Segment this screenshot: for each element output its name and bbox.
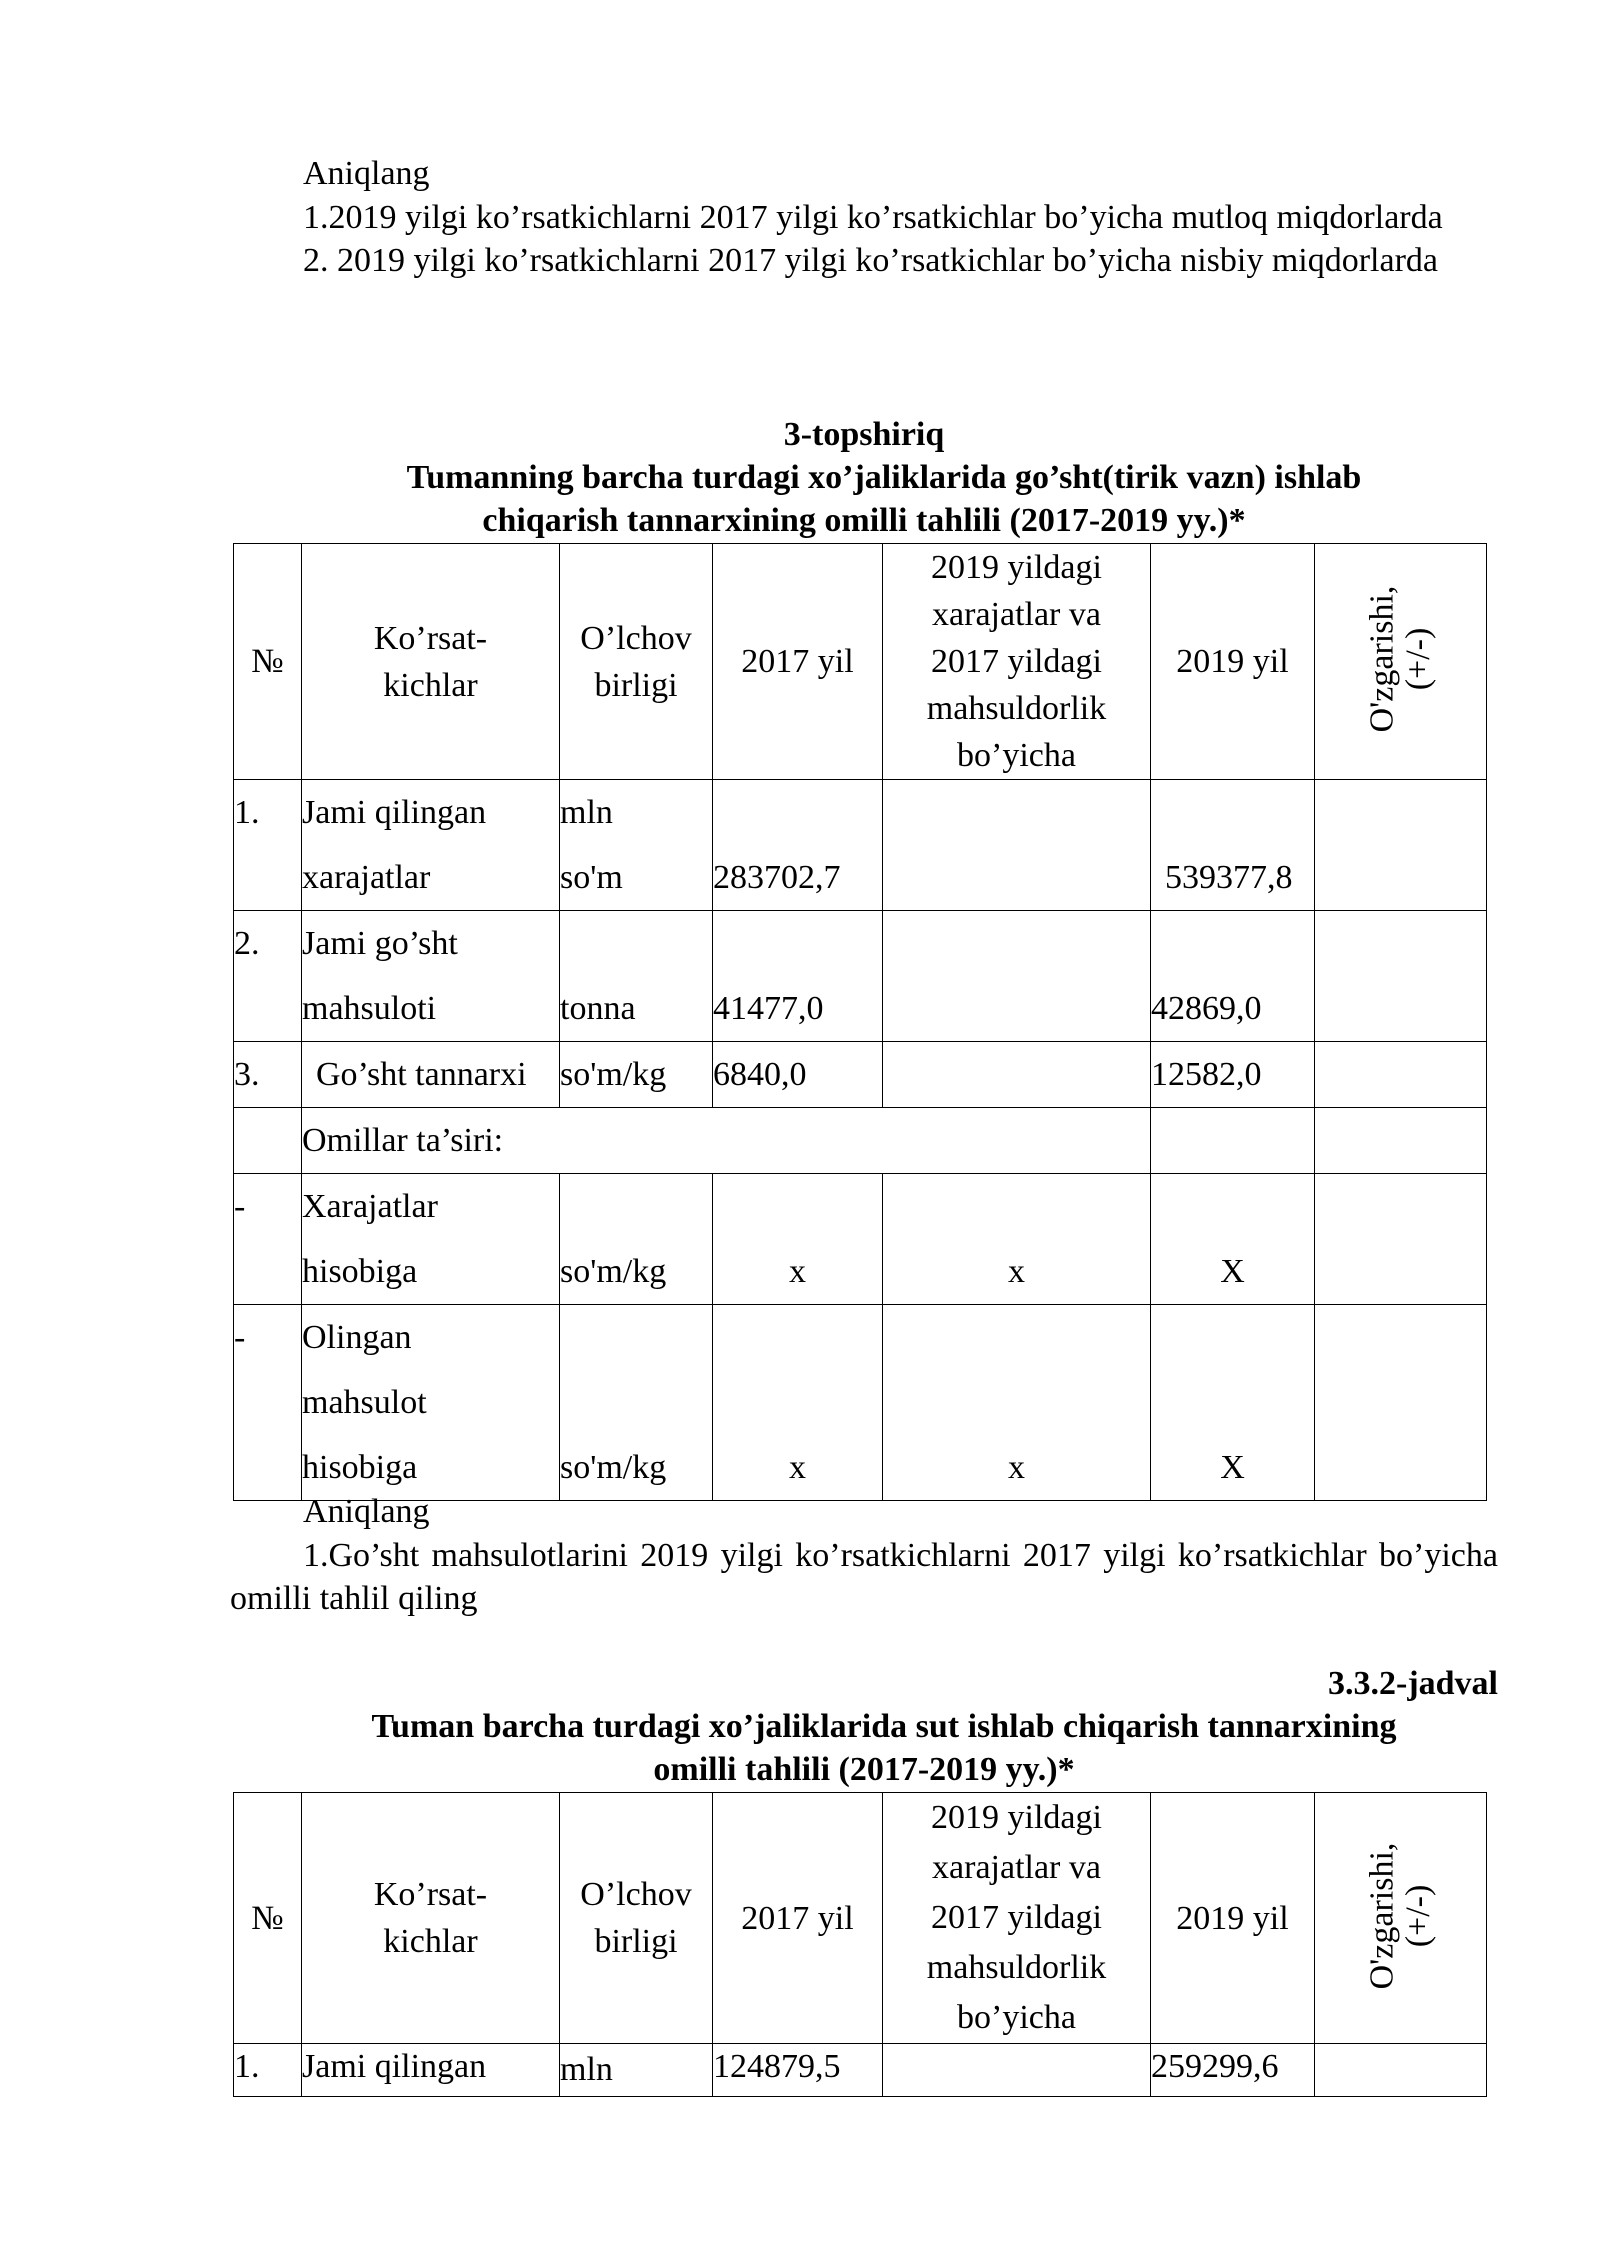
row-value-2017: 41477,0	[713, 911, 883, 1042]
row-change	[1315, 911, 1487, 1042]
row-value-2019: 539377,8	[1151, 780, 1315, 911]
row-unit-l1: mln	[560, 794, 613, 831]
header-indicator	[302, 544, 560, 780]
header-mid	[883, 544, 1151, 780]
table-row	[234, 1305, 1487, 1501]
row-indicator-l1: Jami qilingan	[302, 794, 487, 831]
header-unit-l2: birligi	[594, 1923, 678, 1960]
header-mid-l4: mahsuldorlik	[926, 690, 1107, 727]
intro-item-1: 1.2019 yilgi ko’rsatkichlarni 2017 yilgi ko’rsatkichlar bo’yicha mutloq miqdorlarda	[303, 198, 1443, 236]
row-value-2017: 283702,7	[713, 780, 883, 911]
row-indicator	[302, 1305, 560, 1501]
intro-paragraph	[230, 152, 1498, 283]
table-header-row	[234, 1793, 1487, 2044]
after-paragraph	[230, 1490, 1498, 1621]
header-number: №	[234, 544, 302, 780]
table-header-row	[234, 544, 1487, 780]
row-indicator-l2: xarajatlar	[302, 859, 431, 896]
row-number: -	[234, 1305, 302, 1501]
row-unit	[560, 780, 713, 911]
row-number: 3.	[234, 1042, 302, 1108]
header-mid-l2: xarajatlar va	[932, 596, 1101, 633]
task-title-line2: chiqarish tannarxining omilli tahlili (2017-2019 yy.)*	[482, 502, 1246, 539]
row-factors-label: Omillar ta’siri:	[302, 1108, 1151, 1174]
row-change	[1315, 1108, 1487, 1174]
row-value-mid	[883, 2044, 1151, 2097]
after-aniqlang: Aniqlang	[303, 1493, 430, 1530]
row-change	[1315, 2044, 1487, 2097]
row-indicator: Go’sht tannarxi	[302, 1042, 560, 1108]
header-number: №	[234, 1793, 302, 2044]
task-label: 3-topshiriq	[783, 416, 945, 453]
header-mid-l1: 2019 yildagi	[931, 549, 1102, 586]
row-change	[1315, 780, 1487, 911]
header-indicator-l2: kichlar	[383, 666, 478, 704]
meat-cost-table	[233, 543, 1487, 1501]
row-indicator-l1: Olingan	[302, 1319, 412, 1356]
header-unit-l2: birligi	[594, 666, 678, 704]
header-unit-l1: O’lchov	[580, 1876, 692, 1913]
header-change-l2: (+/-)	[1399, 1884, 1437, 1947]
header-unit-l1: O’lchov	[580, 619, 692, 657]
header-mid-l4: mahsuldorlik	[926, 1949, 1107, 1986]
header-unit	[560, 1793, 713, 2044]
row-value-mid	[883, 1042, 1151, 1108]
row-unit: mln	[560, 2044, 713, 2097]
header-mid-l3: 2017 yildagi	[931, 1899, 1102, 1936]
task-title-line1: Tumanning barcha turdagi xo’jaliklarida go’sht(tirik vazn) ishlab	[406, 459, 1362, 496]
row-number: -	[234, 1174, 302, 1305]
table-row	[234, 1108, 1487, 1174]
header-mid	[883, 1793, 1151, 2044]
row-number	[234, 1108, 302, 1174]
header-indicator-l1: Ko’rsat-	[373, 1876, 488, 1913]
table-row	[234, 1042, 1487, 1108]
row-value-2017: x	[713, 1305, 883, 1501]
row-value-2019: 259299,6	[1151, 2044, 1315, 2097]
row-value-mid	[883, 911, 1151, 1042]
header-indicator	[302, 1793, 560, 2044]
header-change	[1315, 1793, 1487, 2044]
row-unit: tonna	[560, 911, 713, 1042]
row-value-mid: x	[883, 1305, 1151, 1501]
header-mid-l1: 2019 yildagi	[931, 1799, 1102, 1836]
row-change	[1315, 1305, 1487, 1501]
row-unit: so'm/kg	[560, 1174, 713, 1305]
row-number: 1.	[234, 2044, 302, 2097]
row-number: 1.	[234, 780, 302, 911]
row-unit: so'm/kg	[560, 1042, 713, 1108]
row-value-2019	[1151, 1108, 1315, 1174]
table2-title-line2: omilli tahlili (2017-2019 yy.)*	[653, 1751, 1075, 1788]
header-change-text	[1365, 1842, 1437, 1989]
header-indicator-l1: Ko’rsat-	[373, 619, 488, 657]
header-2017: 2017 yil	[713, 544, 883, 780]
row-value-2017: 124879,5	[713, 2044, 883, 2097]
after-item-1: 1.Go’sht mahsulotlarini 2019 yilgi ko’rsatkichlarni 2017 yilgi ko’rsatkichlar bo’yicha omilli tahlil qiling	[230, 1536, 1498, 1617]
row-indicator-l3: hisobiga	[302, 1449, 418, 1486]
header-2017: 2017 yil	[713, 1793, 883, 2044]
header-change-l1: O'zgarishi,	[1363, 1842, 1401, 1989]
row-value-2019: 12582,0	[1151, 1042, 1315, 1108]
header-change-text	[1365, 586, 1437, 733]
row-change	[1315, 1174, 1487, 1305]
row-indicator-l1: Xarajatlar	[302, 1188, 438, 1225]
header-mid-l5: bo’yicha	[957, 1999, 1076, 2036]
table2-label: 3.3.2-jadval	[1328, 1665, 1498, 1702]
header-2019: 2019 yil	[1151, 544, 1315, 780]
table-row	[234, 1174, 1487, 1305]
row-value-2019: 42869,0	[1151, 911, 1315, 1042]
row-number: 2.	[234, 911, 302, 1042]
row-indicator-l2: hisobiga	[302, 1253, 418, 1290]
header-mid-l5: bo’yicha	[957, 737, 1076, 774]
row-change	[1315, 1042, 1487, 1108]
row-indicator-l2: mahsulot	[302, 1384, 427, 1421]
row-indicator: Jami qilingan	[302, 2044, 560, 2097]
table-row	[234, 780, 1487, 911]
header-mid-l3: 2017 yildagi	[931, 643, 1102, 680]
header-unit	[560, 544, 713, 780]
table-row	[234, 911, 1487, 1042]
table2-title-line1: Tuman barcha turdagi xo’jaliklarida sut ishlab chiqarish tannarxining	[371, 1708, 1397, 1745]
header-change	[1315, 544, 1487, 780]
row-value-mid	[883, 780, 1151, 911]
row-indicator-l2: mahsuloti	[302, 990, 437, 1027]
row-indicator	[302, 780, 560, 911]
row-indicator-l1: Jami go’sht	[302, 925, 458, 962]
header-indicator-l2: kichlar	[383, 1923, 478, 1960]
intro-item-2: 2. 2019 yilgi ko’rsatkichlarni 2017 yilgi ko’rsatkichlar bo’yicha nisbiy miqdorlarda	[303, 242, 1438, 279]
row-indicator	[302, 1174, 560, 1305]
header-change-l2: (+/-)	[1399, 627, 1437, 691]
row-value-2017: x	[713, 1174, 883, 1305]
table-row	[234, 2044, 1487, 2097]
row-value-2019: X	[1151, 1174, 1315, 1305]
milk-cost-table	[233, 1792, 1487, 2097]
header-2019: 2019 yil	[1151, 1793, 1315, 2044]
row-indicator	[302, 911, 560, 1042]
intro-aniqlang: Aniqlang	[303, 155, 430, 192]
row-unit: so'm/kg	[560, 1305, 713, 1501]
header-change-l1: O'zgarishi,	[1363, 585, 1401, 733]
header-mid-l2: xarajatlar va	[932, 1849, 1101, 1886]
row-value-mid: x	[883, 1174, 1151, 1305]
row-value-2017: 6840,0	[713, 1042, 883, 1108]
row-unit-l2: so'm	[560, 859, 623, 896]
row-value-2019: X	[1151, 1305, 1315, 1501]
